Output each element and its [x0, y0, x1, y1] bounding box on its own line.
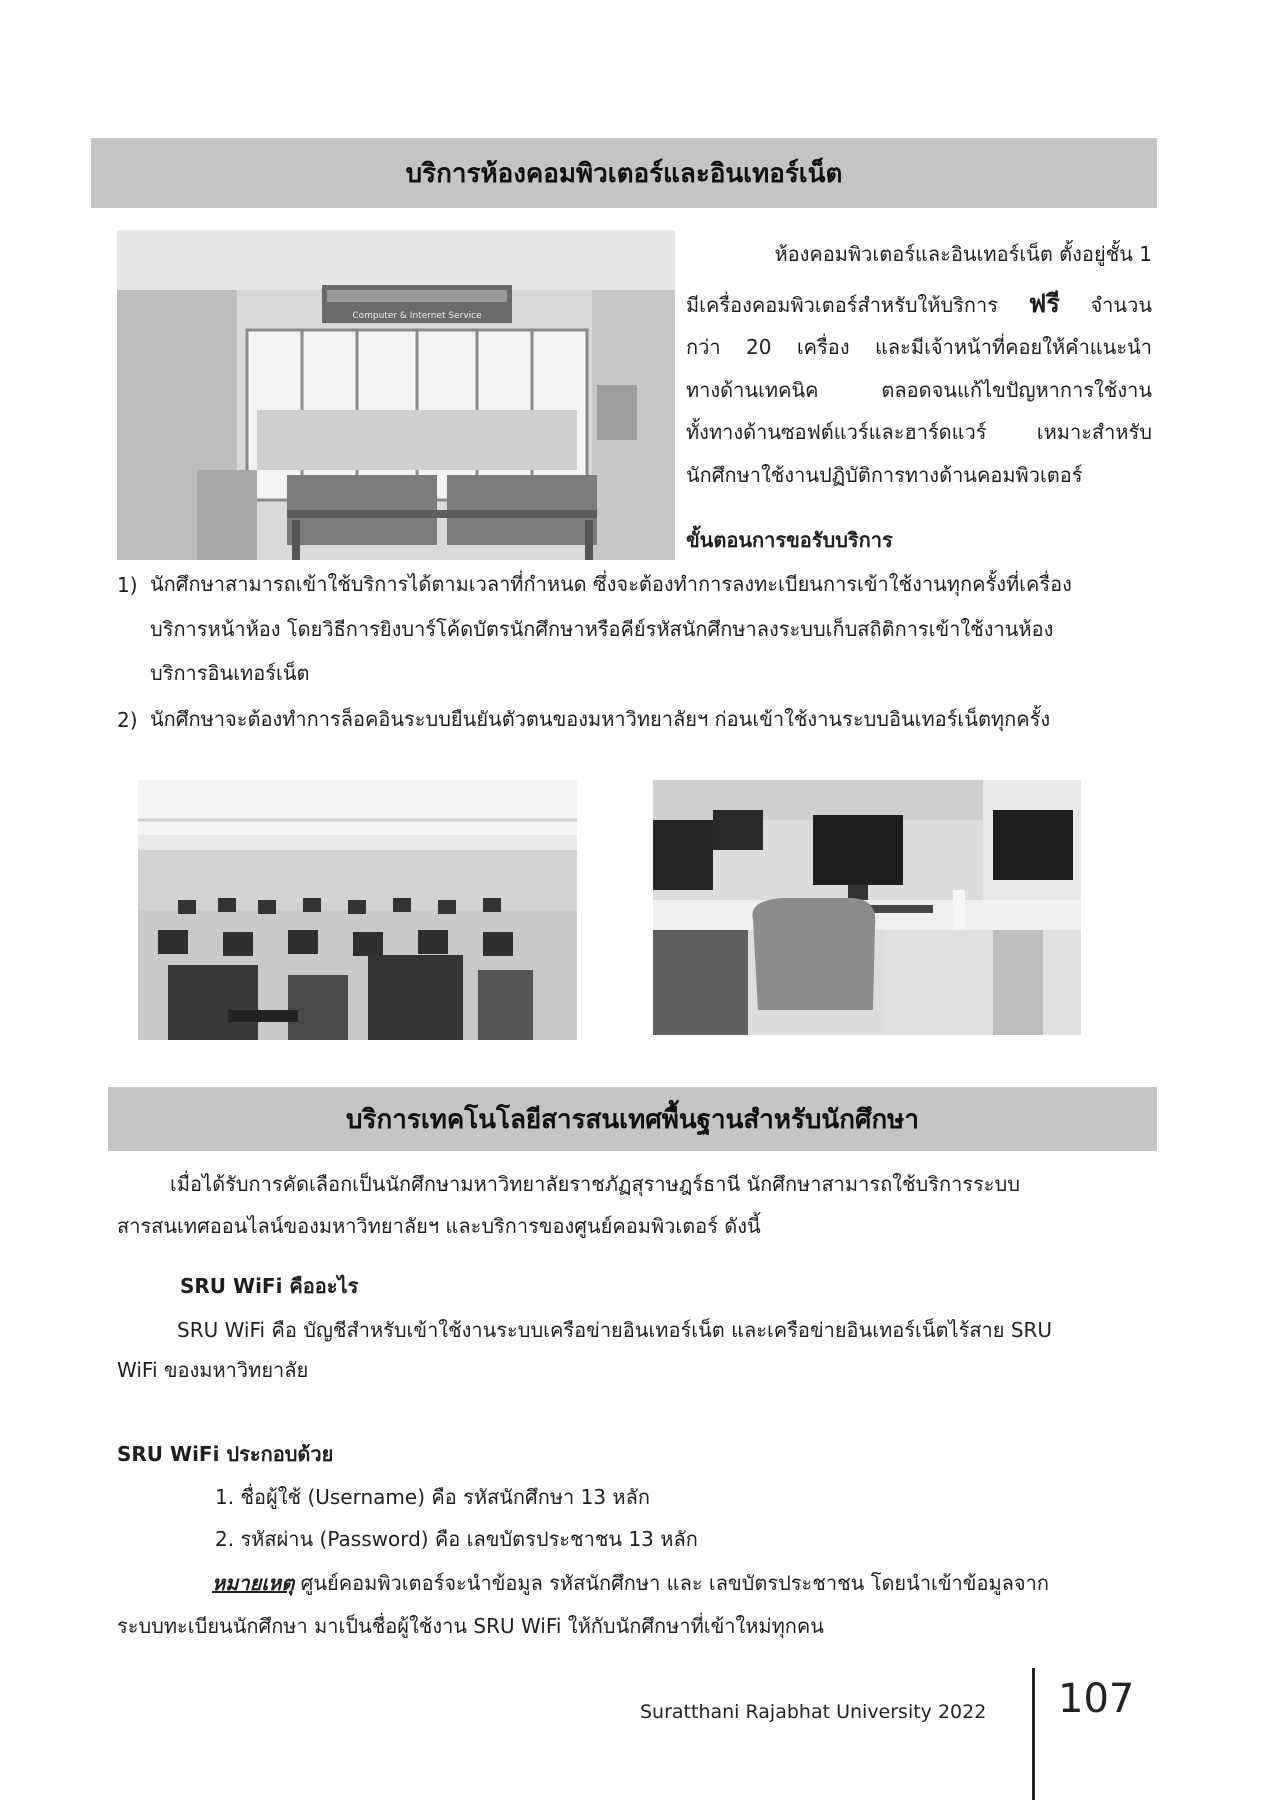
step-1-number: 1): [117, 573, 138, 597]
wifi-what-line-2: WiFi ของมหาวิทยาลัย: [117, 1358, 309, 1382]
intro-line-6: นักศึกษาใช้งานปฏิบัติการทางด้านคอมพิวเตอร์: [686, 463, 1083, 487]
computer-workstation-photo: [653, 780, 1081, 1035]
computer-lab-overview-photo: [138, 780, 577, 1040]
intro-line-2: [686, 284, 1152, 324]
wifi-consists-heading: SRU WiFi ประกอบด้วย: [117, 1442, 334, 1466]
intro-line-5: ทั้งทางด้านซอฟต์แวร์และฮาร์ดแวร์ เหมาะสำหรับ: [686, 420, 1152, 444]
intro-line-2-pre: มีเครื่องคอมพิวเตอร์สำหรับให้บริการ: [686, 293, 1029, 317]
wifi-password-item: 2. รหัสผ่าน (Password) คือ เลขบัตรประชาชน 13 หลัก: [215, 1527, 698, 1551]
intro-line-4: ทางด้านเทคนิค ตลอดจนแก้ไขปัญหาการใช้งาน: [686, 378, 1152, 402]
intro-line-2-post: จำนวน: [1059, 293, 1152, 317]
step-1-line-1: นักศึกษาสามารถเข้าใช้บริการได้ตามเวลาที่กำหนด ซึ่งจะต้องทำการลงทะเบียนการเข้าใช้งานทุกครั้งที่เครื่อง: [150, 572, 1072, 596]
step-1-line-3: บริการอินเทอร์เน็ต: [150, 661, 310, 685]
note-label: หมายเหตุ: [212, 1571, 295, 1595]
intro-paragraph-line-1: เมื่อได้รับการคัดเลือกเป็นนักศึกษามหาวิทยาลัยราชภัฏสุราษฎร์ธานี นักศึกษาสามารถใช้บริการระบบ: [170, 1172, 1020, 1196]
entrance-sign-text: Computer & Internet Service: [352, 311, 482, 321]
free-highlight: ฟรี: [1028, 289, 1060, 318]
note-line-2: ระบบทะเบียนนักศึกษา มาเป็นชื่อผู้ใช้งาน SRU WiFi ให้กับนักศึกษาที่เข้าใหม่ทุกคน: [117, 1614, 824, 1638]
note-line-1-text: ศูนย์คอมพิวเตอร์จะนำข้อมูล รหัสนักศึกษา และ เลขบัตรประชาชน โดยนำเข้าข้อมูลจาก: [294, 1571, 1049, 1595]
section-heading-text-2: บริการเทคโนโลยีสารสนเทศพื้นฐานสำหรับนักศึกษา: [346, 1104, 919, 1135]
section-heading-it-services: [108, 1087, 1157, 1151]
footer-university: Suratthani Rajabhat University 2022: [640, 1701, 987, 1723]
step-1-line-2: บริการหน้าห้อง โดยวิธีการยิงบาร์โค้ดบัตรนักศึกษาหรือคีย์รหัสนักศึกษาลงระบบเก็บสถิติการเข้าใช้งานห้อง: [150, 617, 1054, 641]
section-heading-text: บริการห้องคอมพิวเตอร์และอินเทอร์เน็ต: [405, 158, 843, 189]
section-heading-computer-room: [91, 138, 1157, 208]
step-2-line-1: นักศึกษาจะต้องทำการล็อคอินระบบยืนยันตัวตนของมหาวิทยาลัยฯ ก่อนเข้าใช้งานระบบอินเทอร์เน็ตทุกครั้ง: [150, 707, 1051, 731]
wifi-what-line-1: SRU WiFi คือ บัญชีสำหรับเข้าใช้งานระบบเครือข่ายอินเทอร์เน็ต และเครือข่ายอินเทอร์เน็ตไร้สาย SRU: [177, 1318, 1053, 1342]
page-number: 107: [1058, 1676, 1135, 1722]
intro-paragraph-line-2: สารสนเทศออนไลน์ของมหาวิทยาลัยฯ และบริการของศูนย์คอมพิวเตอร์ ดังนี้: [117, 1214, 761, 1238]
wifi-what-heading: SRU WiFi คืออะไร: [180, 1274, 359, 1298]
note-line-1: [212, 1563, 1049, 1603]
step-2-number: 2): [117, 708, 138, 732]
intro-line-1: ห้องคอมพิวเตอร์และอินเทอร์เน็ต ตั้งอยู่ชั้น 1: [774, 242, 1152, 266]
steps-heading: ขั้นตอนการขอรับบริการ: [686, 528, 893, 552]
footer-divider: [1032, 1668, 1035, 1800]
computer-room-entrance-photo: [117, 230, 675, 560]
intro-line-3: กว่า 20 เครื่อง และมีเจ้าหน้าที่คอยให้คำแนะนำ: [686, 335, 1152, 359]
wifi-username-item: 1. ชื่อผู้ใช้ (Username) คือ รหัสนักศึกษา 13 หลัก: [215, 1485, 650, 1509]
